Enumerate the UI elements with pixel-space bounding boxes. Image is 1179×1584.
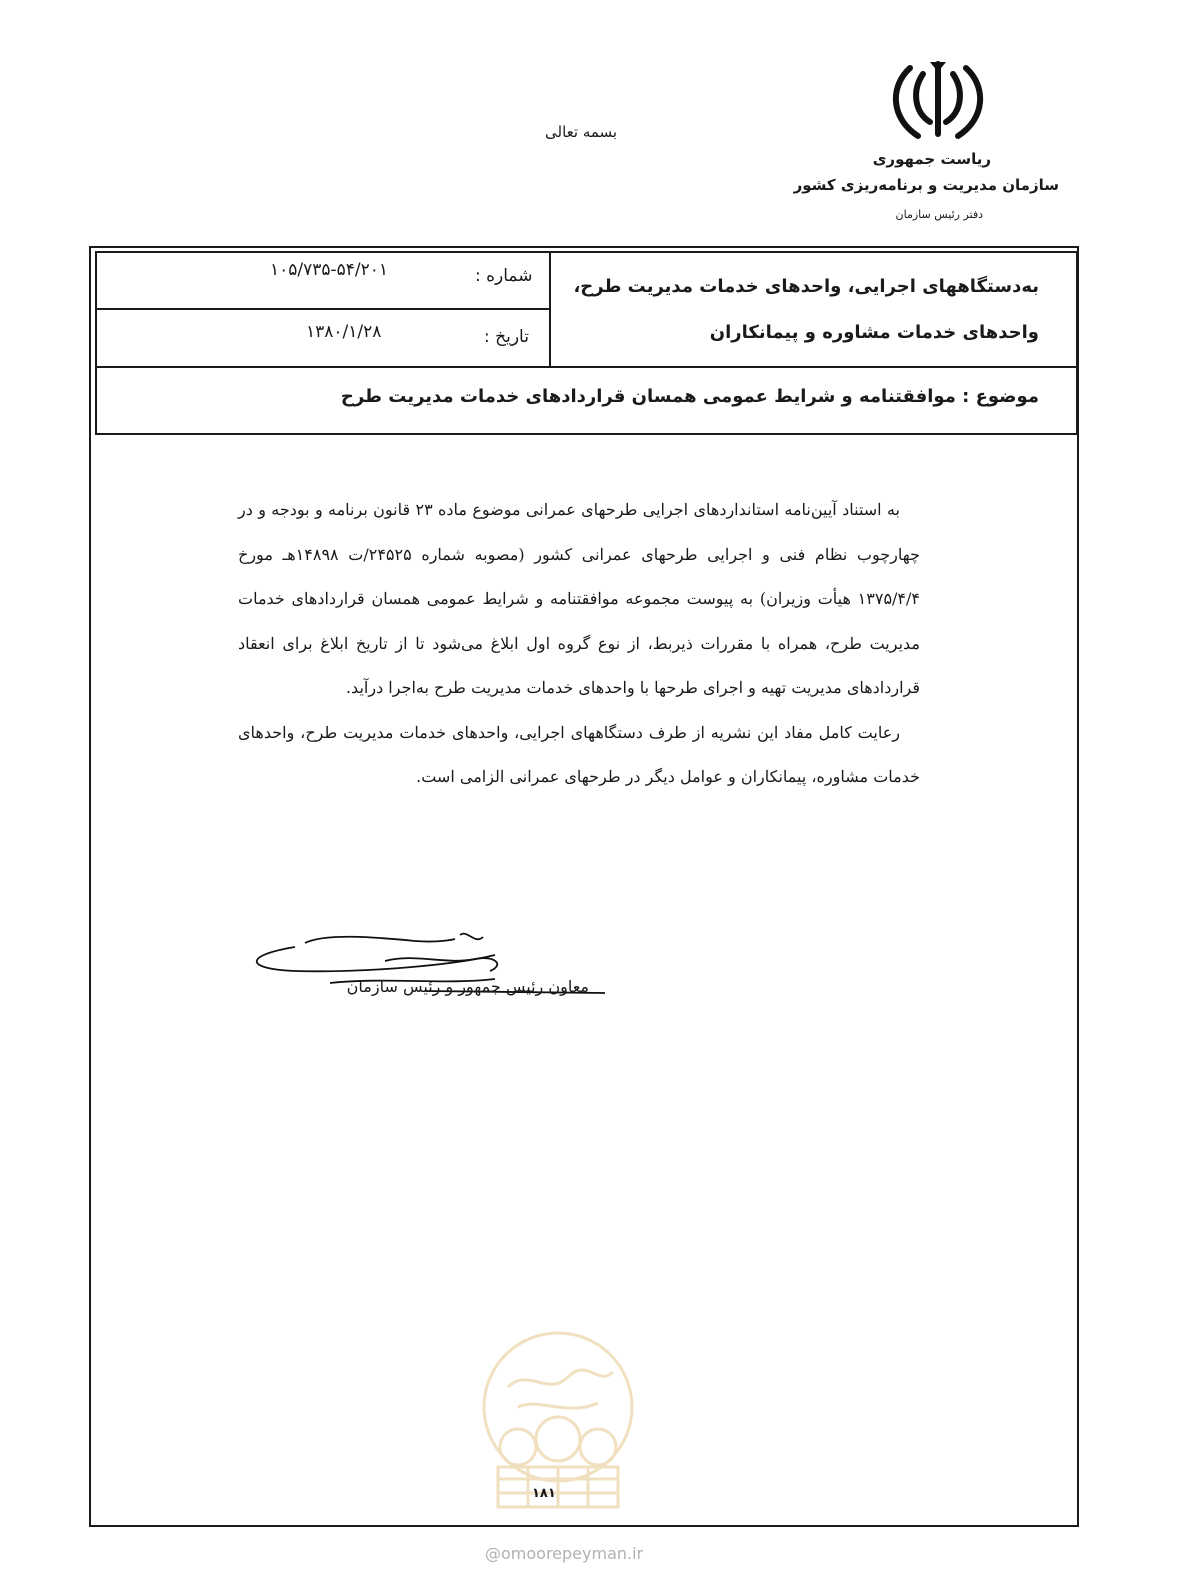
number-label: شماره : bbox=[475, 266, 533, 286]
page-number: ۱۸۱ bbox=[532, 1486, 556, 1501]
subject-line: موضوع : موافقتنامه و شرایط عمومی همسان قراردادهای خدمات مدیریت طرح bbox=[340, 386, 1039, 407]
presidency-label: ریاست جمهوری bbox=[872, 150, 991, 168]
date-value: ۱۳۸۰/۱/۲۸ bbox=[306, 322, 382, 342]
signatory-title: معاون رئیس جمهور و رئیس سازمان bbox=[346, 977, 589, 996]
divider bbox=[97, 308, 550, 310]
divider bbox=[97, 366, 1076, 368]
body-paragraph: به استناد آیین‌نامه استانداردهای اجرایی طرحهای عمرانی موضوع ماده ۲۳ قانون برنامه و بودجه و در چهارچوب نظام فنی و اجرایی طرحهای عمرانی کشور (مصوبه شماره ۲۴۵۲۵/ت ۱۴۸۹۸هـ مورخ ۱۳۷۵/۴/۴ هیأت وزیران) به پیوست مجموعه موافقتنامه و شرایط عمومی همسان قراردادهای خدمات مدیریت طرح، همراه با مقررات ذیربط، از نوع گروه اول ابلاغ می‌شود تا از تاریخ ابلاغ برای انعقاد قراردادهای مدیریت تهیه و اجرای طرحها با واحدهای خدمات مدیریت طرح به‌اجرا درآید. bbox=[238, 500, 920, 697]
number-value: ۱۰۵/۷۳۵-۵۴/۲۰۱ bbox=[270, 260, 389, 280]
office-label: دفتر رئیس سازمان bbox=[895, 208, 983, 221]
omoorepeyman-watermark-logo bbox=[478, 1327, 638, 1517]
iran-emblem-icon bbox=[888, 56, 988, 146]
basmala-heading: بسمه تعالی bbox=[545, 123, 618, 141]
divider bbox=[549, 253, 551, 367]
website-watermark: @omoorepeyman.ir bbox=[485, 1544, 644, 1563]
letter-body bbox=[238, 488, 920, 800]
recipient-line: به‌دستگاههای اجرایی، واحدهای خدمات مدیریت طرح، bbox=[573, 276, 1039, 297]
body-paragraph: رعایت کامل مفاد این نشریه از طرف دستگاههای اجرایی، واحدهای خدمات مدیریت طرح، واحدهای خدمات مشاوره، پیمانکاران و عوامل دیگر در طرحهای عمرانی الزامی است. bbox=[238, 722, 920, 786]
date-label: تاریخ : bbox=[484, 327, 529, 347]
recipient-line: واحدهای خدمات مشاوره و پیمانکاران bbox=[709, 322, 1039, 343]
organization-name: سازمان مدیریت و برنامه‌ریزی کشور bbox=[793, 176, 1059, 194]
